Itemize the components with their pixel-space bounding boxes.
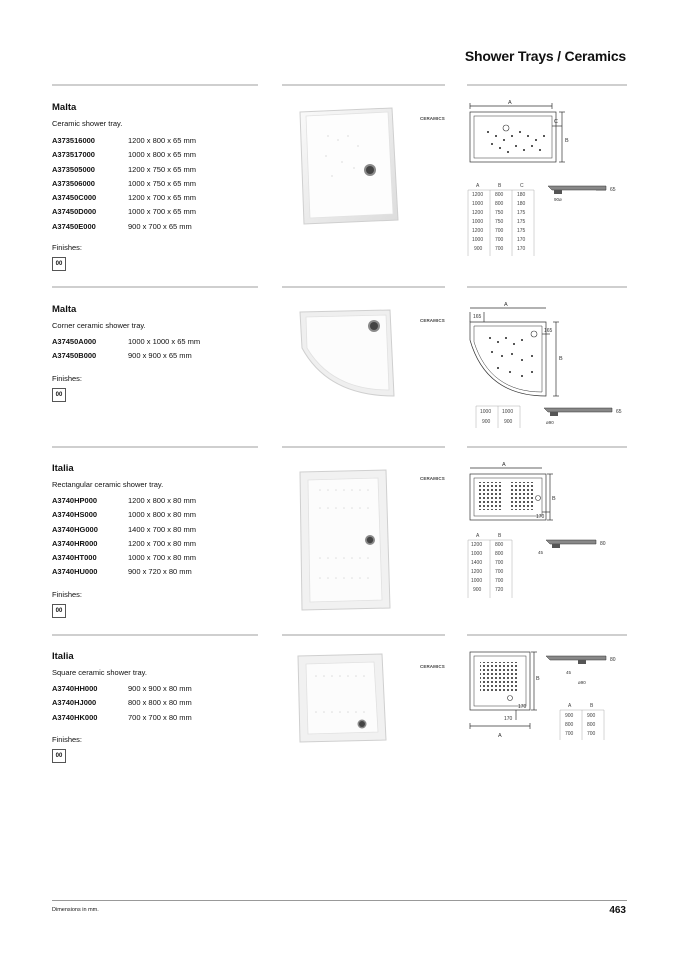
- product-row: [52, 337, 200, 351]
- product-row: [52, 222, 196, 236]
- product-dimensions: 1000 x 750 x 65 mm: [128, 178, 196, 188]
- product-row: [52, 567, 196, 581]
- product-code-list: [52, 136, 196, 236]
- product-dimensions: 1200 x 700 x 65 mm: [128, 193, 196, 203]
- table-cell: 170: [517, 237, 526, 243]
- table-cell: 1000: [472, 219, 484, 225]
- table-cell: 800: [495, 192, 504, 198]
- table-cell: 800: [495, 201, 504, 207]
- footer-divider: [52, 900, 627, 901]
- table-cell: 900: [482, 419, 491, 425]
- product-code-list: [52, 337, 200, 366]
- product-row: [52, 553, 196, 567]
- divider: [282, 286, 445, 288]
- dimension-label: 80: [610, 657, 616, 663]
- product-description: Square ceramic shower tray.: [52, 668, 147, 677]
- divider: [52, 84, 258, 86]
- product-dimensions: 1000 x 800 x 65 mm: [128, 150, 196, 160]
- dimension-label: A: [498, 733, 502, 739]
- product-row: [52, 207, 196, 221]
- table-header: C: [520, 183, 524, 189]
- table-cell: 700: [495, 560, 504, 566]
- divider: [52, 286, 258, 288]
- finish-swatch[interactable]: 00: [52, 257, 66, 271]
- finishes-label: Finishes:: [52, 735, 83, 744]
- page-title: Shower Trays / Ceramics: [464, 48, 626, 64]
- table-header: A: [476, 183, 480, 189]
- table-cell: 1200: [471, 542, 483, 548]
- product-dimensions: 1000 x 800 x 80 mm: [128, 510, 196, 520]
- product-code: A3740HK000: [52, 712, 98, 722]
- table-cell: 900: [504, 419, 513, 425]
- product-code: A373505000: [52, 164, 95, 174]
- table-cell: 750: [495, 210, 504, 216]
- brand-tag: CERAMICS: [420, 318, 445, 323]
- table-cell: 700: [495, 237, 504, 243]
- product-code: A373516000: [52, 136, 95, 145]
- dimension-label: 170: [518, 704, 527, 710]
- product-row: [52, 713, 192, 727]
- technical-drawing: [466, 300, 626, 432]
- dimension-label: 45: [538, 550, 544, 555]
- table-cell: 180: [517, 192, 526, 198]
- footnote: Dimensions in mm.: [52, 907, 99, 913]
- dimension-label: 170: [536, 514, 545, 520]
- table-cell: 1200: [472, 210, 484, 216]
- product-row: [52, 179, 196, 193]
- brand-tag: CERAMICS: [420, 116, 445, 121]
- table-cell: 1200: [471, 569, 483, 575]
- dimension-label: C: [554, 119, 558, 125]
- product-dimensions: 1400 x 700 x 80 mm: [128, 524, 196, 534]
- technical-drawing: [466, 648, 626, 758]
- product-row: [52, 698, 192, 712]
- product-code: A3740HJ000: [52, 698, 97, 708]
- product-dimensions: 800 x 800 x 80 mm: [128, 698, 192, 708]
- table-cell: 800: [495, 551, 504, 557]
- product-code-list: [52, 684, 192, 727]
- dimension-label: 65: [610, 187, 616, 193]
- dimension-label: B: [565, 138, 569, 144]
- table-cell: 700: [495, 228, 504, 234]
- product-code: A37450B000: [52, 351, 97, 361]
- table-cell: 1000: [472, 201, 484, 207]
- dimension-label: ø90: [546, 420, 554, 425]
- product-row: [52, 510, 196, 524]
- product-code-list: [52, 496, 196, 582]
- dimension-label: A: [504, 302, 508, 308]
- table-header: B: [498, 183, 502, 189]
- table-cell: 700: [495, 246, 504, 252]
- product-code: A3740HR000: [52, 538, 98, 548]
- divider: [282, 446, 445, 448]
- table-header: B: [498, 533, 502, 539]
- dimension-label: 80: [600, 541, 606, 547]
- technical-drawing: [466, 98, 626, 260]
- finishes-label: Finishes:: [52, 243, 83, 252]
- product-code: A373517000: [52, 150, 95, 160]
- table-cell: 1200: [472, 228, 484, 234]
- table-cell: 180: [517, 201, 526, 207]
- table-cell: 1000: [471, 578, 483, 584]
- product-row: [52, 351, 200, 365]
- page-number: 463: [609, 905, 626, 916]
- table-cell: 700: [587, 731, 596, 737]
- product-name: Malta: [52, 102, 77, 113]
- finishes-label: Finishes:: [52, 590, 83, 599]
- dimension-label: 165: [473, 314, 482, 320]
- product-row: [52, 525, 196, 539]
- brand-tag: CERAMICS: [420, 664, 445, 669]
- product-row: [52, 165, 196, 179]
- product-code: A3740HP000: [52, 496, 98, 505]
- product-code: A3740HH000: [52, 684, 98, 693]
- product-dimensions: 900 x 700 x 65 mm: [128, 221, 192, 231]
- table-cell: 800: [495, 542, 504, 548]
- product-description: Corner ceramic shower tray.: [52, 321, 146, 330]
- product-row: [52, 496, 196, 510]
- product-row: [52, 150, 196, 164]
- divider: [52, 446, 258, 448]
- product-dimensions: 1200 x 800 x 80 mm: [128, 496, 196, 505]
- product-photo: [298, 308, 398, 400]
- dimension-label: 165: [544, 328, 553, 334]
- product-dimensions: 900 x 720 x 80 mm: [128, 567, 192, 577]
- product-name: Italia: [52, 463, 74, 474]
- table-cell: 750: [495, 219, 504, 225]
- product-photo: [298, 468, 392, 612]
- product-photo: [296, 652, 388, 744]
- product-row: [52, 684, 192, 698]
- table-cell: 175: [517, 210, 526, 216]
- table-cell: 900: [474, 246, 483, 252]
- divider: [467, 286, 627, 288]
- product-code: A3740HG000: [52, 524, 98, 534]
- product-row: [52, 539, 196, 553]
- divider: [52, 634, 258, 636]
- table-cell: 1000: [480, 409, 492, 415]
- product-dimensions: 700 x 700 x 80 mm: [128, 712, 192, 722]
- divider: [467, 446, 627, 448]
- table-cell: 800: [565, 722, 574, 728]
- divider: [467, 84, 627, 86]
- table-cell: 1000: [472, 237, 484, 243]
- dimension-label: 170: [504, 716, 513, 722]
- table-header: A: [476, 533, 480, 539]
- finish-swatch[interactable]: 00: [52, 388, 66, 402]
- product-dimensions: 1000 x 700 x 65 mm: [128, 207, 196, 217]
- product-dimensions: 1200 x 700 x 80 mm: [128, 538, 196, 548]
- table-cell: 700: [495, 578, 504, 584]
- dimension-label: A: [508, 100, 512, 106]
- table-cell: 1400: [471, 560, 483, 566]
- finish-swatch[interactable]: 00: [52, 749, 66, 763]
- product-code: A3740HU000: [52, 567, 98, 577]
- dimension-label: A: [502, 462, 506, 468]
- table-cell: 700: [565, 731, 574, 737]
- divider: [467, 634, 627, 636]
- dimension-label: ø90: [578, 680, 586, 685]
- table-cell: 175: [517, 228, 526, 234]
- product-dimensions: 1200 x 750 x 65 mm: [128, 164, 196, 174]
- table-cell: 900: [565, 713, 574, 719]
- product-code: A37450E000: [52, 221, 96, 231]
- product-description: Rectangular ceramic shower tray.: [52, 480, 164, 489]
- technical-drawing: [466, 460, 626, 602]
- product-description: Ceramic shower tray.: [52, 119, 123, 128]
- product-photo: [298, 106, 400, 226]
- finish-swatch[interactable]: 00: [52, 604, 66, 618]
- table-header: A: [568, 703, 572, 709]
- product-code: A3740HT000: [52, 553, 97, 563]
- product-code: A37450C000: [52, 193, 97, 203]
- table-cell: 1000: [471, 551, 483, 557]
- product-name: Italia: [52, 651, 74, 662]
- table-cell: 900: [587, 713, 596, 719]
- divider: [282, 84, 445, 86]
- brand-tag: CERAMICS: [420, 476, 445, 481]
- product-row: [52, 193, 196, 207]
- product-dimensions: 1000 x 700 x 80 mm: [128, 553, 196, 563]
- finishes-label: Finishes:: [52, 374, 83, 383]
- product-dimensions: 900 x 900 x 80 mm: [128, 684, 192, 693]
- dimension-label: 45: [566, 670, 572, 675]
- table-cell: 900: [473, 587, 482, 593]
- divider: [282, 634, 445, 636]
- dimension-label: B: [559, 356, 563, 362]
- product-dimensions: 1000 x 1000 x 65 mm: [128, 337, 201, 346]
- dimension-label: B: [552, 496, 556, 502]
- product-code: A3740HS000: [52, 510, 98, 520]
- table-header: B: [590, 703, 594, 709]
- table-cell: 800: [587, 722, 596, 728]
- table-cell: 175: [517, 219, 526, 225]
- table-cell: 1000: [502, 409, 514, 415]
- dimension-label: 65: [616, 409, 622, 415]
- table-cell: 700: [495, 569, 504, 575]
- table-cell: 720: [495, 587, 504, 593]
- product-dimensions: 900 x 900 x 65 mm: [128, 351, 192, 361]
- dimension-label: B: [536, 676, 540, 682]
- table-cell: 170: [517, 246, 526, 252]
- product-code: A37450A000: [52, 337, 97, 346]
- table-cell: 1200: [472, 192, 484, 198]
- product-name: Malta: [52, 304, 77, 315]
- product-row: [52, 136, 196, 150]
- dimension-label: 90ø: [554, 197, 562, 202]
- product-dimensions: 1200 x 800 x 65 mm: [128, 136, 196, 145]
- product-code: A37450D000: [52, 207, 97, 217]
- product-code: A373506000: [52, 178, 95, 188]
